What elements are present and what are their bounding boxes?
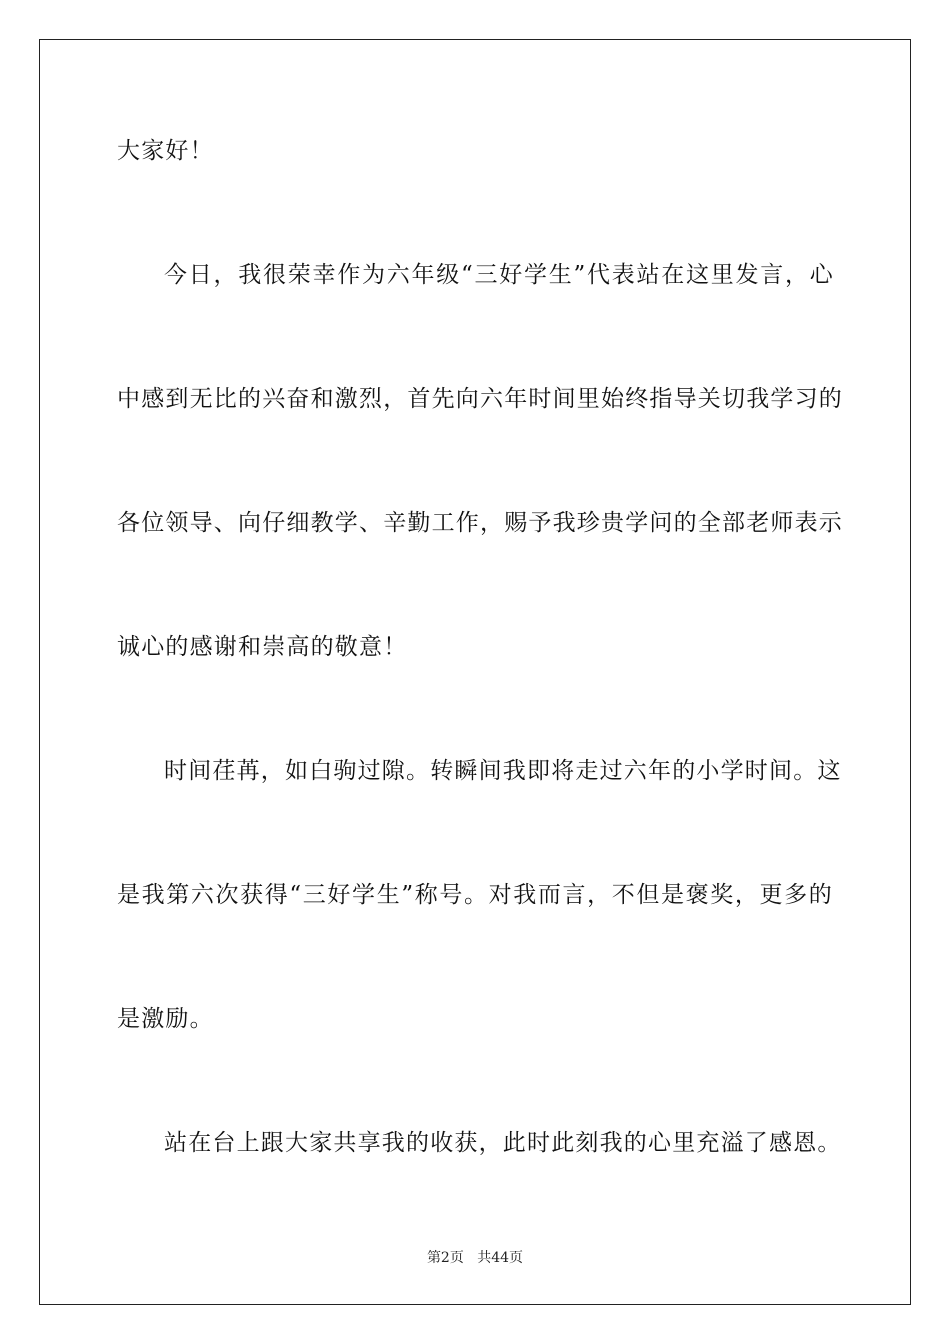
page-total: 共44页: [477, 1250, 524, 1266]
paragraph-1-line-2: 中感到无比的兴奋和激烈，首先向六年时间里始终指导关切我学习的: [117, 386, 843, 412]
page-footer: [0, 1247, 950, 1267]
paragraph-1-line-4: 诚心的感谢和崇高的敬意！: [117, 634, 408, 660]
paragraph-2-line-1: 时间荏苒，如白驹过隙。转瞬间我即将走过六年的小学时间。这: [164, 758, 842, 784]
greeting-line: 大家好！: [117, 138, 214, 164]
paragraph-1-line-3: 各位领导、向仔细教学、辛勤工作，赐予我珍贵学问的全部老师表示: [117, 510, 843, 536]
paragraph-3-line-1: 站在台上跟大家共享我的收获，此时此刻我的心里充溢了感恩。: [164, 1130, 842, 1156]
paragraph-2-line-2: 是我第六次获得“三好学生”称号。对我而言，不但是褒奖，更多的: [117, 882, 833, 908]
page-number: 第2页: [426, 1250, 464, 1266]
paragraph-2-line-3: 是激励。: [117, 1006, 214, 1032]
page-border: [39, 39, 911, 1305]
paragraph-1-line-1: 今日，我很荣幸作为六年级“三好学生”代表站在这里发言，心: [164, 262, 834, 288]
